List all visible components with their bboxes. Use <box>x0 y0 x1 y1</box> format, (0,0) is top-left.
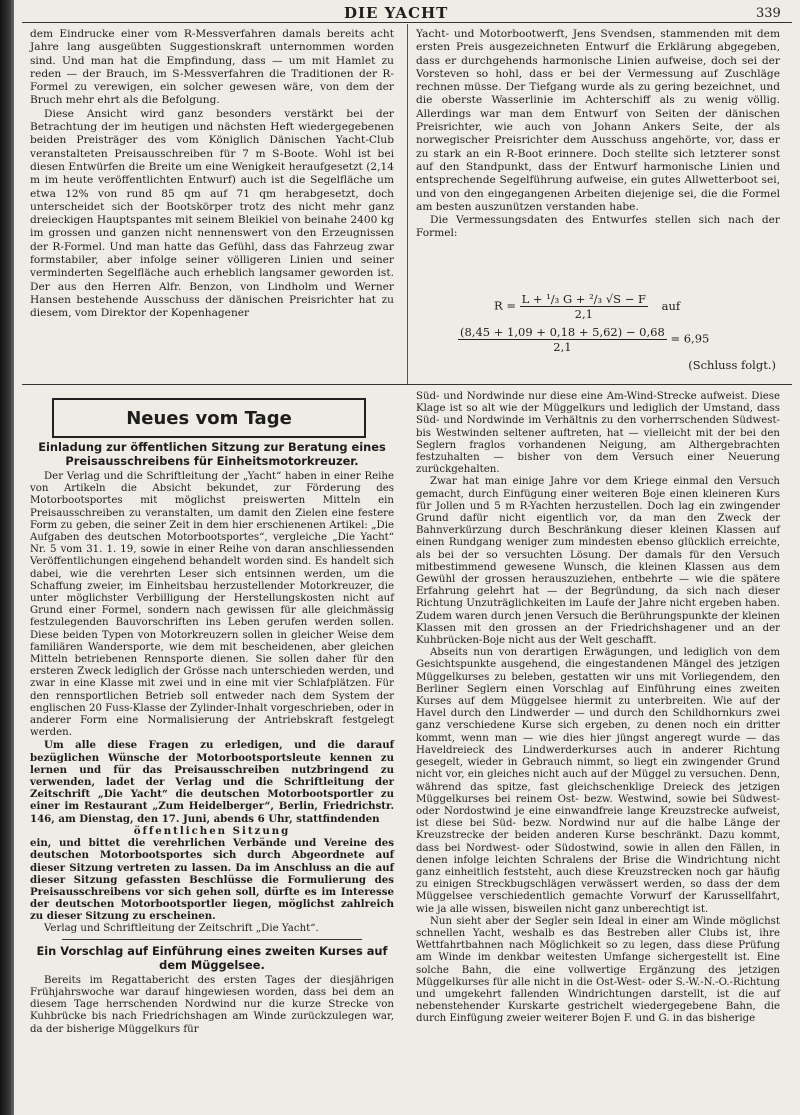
formula-result: = 6,95 <box>670 331 710 346</box>
formula-lhs: R = <box>494 298 516 313</box>
section-title-box <box>52 398 366 438</box>
header-rule <box>22 22 792 23</box>
paragraph: Yacht- und Motorbootwerft, Jens Svendsen, stammenden mit dem ersten Preis ausgezeichneten Entwurf die Erklärung abgegeben, dass er durchgehends harmonische Linien aufweise, doch sei der Vorsteven so hohl, dass er bei der Vermessung auf Zuschläge rechnen müsse. Der Tiefgang wurde als zu gering bezeichnet, und die oberste Wasserlinie im Achterschiff als zu wenig völlig. Allerdings war man dem Entwurf von Seiten der dänischen Preisrichter, wie auch von Johann Ankers Seite, der als norwegischer Preisrichter dem Ausschuss angehörte, vor, dass er zu stark an ein R-Boot erinnere. Doch stellte sich letzterer sonst auf den Standpunkt, dass der Entwurf harmonische Linien und entsprechende Segelführung aufweise, ein gutes Allwetterboot sei, und von den eingegangenen Arbeiten diejenige sei, die die Formel am besten auszunützen verstanden habe. <box>416 28 780 213</box>
to-be-continued: (Schluss folgt.) <box>688 358 776 372</box>
top-left-column <box>30 28 394 321</box>
paragraph: Abseits nun von derartigen Erwägungen, und lediglich von dem Gesichtspunkte ausgehend, die eingestandenen Mängel des jetzigen Müggelkurses zu beleben, gestatten wir uns mit Vorliegendem, den Berliner Seglern einen Vorschlag auf Einführung eines zweiten Kurses auf dem Müggelsee hiermit zu unterbreiten. Wie auf der Havel durch den Lindwerder — und durch den Schildhornkurs zwei ganz verschiedene Kurse sich ergeben, zu denen noch ein dritter kommt, wenn man — wie dies hier jüngst angeregt wurde — das Haveldreieck des Lindwerderkurses auch in anderer Richtung gesegelt, wieder in Gebrauch nimmt, so liegt ein zwingender Grund nicht vor, ein gleiches nicht auch auf der Müggel zu versuchen. Denn, während das spitze, fast gleichschenklige Dreieck des jetzigen Müggelkurses bei reinem Ost- bezw. Westwind, sowie bei Südwest- oder Nordostwind je eine einwandfreie lange Kreuzstrecke aufweist, ist diese bei Süd- bezw. Nordwind nur auf die halbe Länge der Kreuzstrecke der beiden anderen Kurse beschränkt. Dazu kommt, dass bei Nordwest- oder Südostwind, sowie in allen den Fällen, in denen infolge leichten Schralens der Brise die Windrichtung nicht ganz einheitlich feststeht, auch diese Kreuzstrecken noch gar häufig zu einigen Streckbugschlägen verwässert werden, so dass der dem Müggelsee verschiedentlich gemachte Vorwurf der Karussellfahrt, wie ja alle wissen, bisweilen nicht ganz unberechtigt ist. <box>416 647 780 915</box>
running-title: DIE YACHT <box>344 4 449 22</box>
paragraph: Süd- und Nordwinde nur diese eine Am-Wind-Strecke aufweist. Diese Klage ist so alt wie der Müggelkurs und lediglich der Umstand, dass Süd- und Nordwinde im Verhältnis zu den vorherrschenden Südwest- bis Westwinden seltener auftreten, hat — vielleicht mit der bei den Seglern fraglos vorhandenen Neigung, am Althergebrachten festzuhalten — bisher von dem Versuch einer Neuerung zurückgehalten. <box>416 391 780 476</box>
top-right-column <box>416 28 780 241</box>
paragraph: Der Verlag und die Schriftleitung der „Yacht“ haben in einer Reihe von Artikeln die Absicht bekundet, zur Förderung des Motorbootsportes mit möglichst preiswerten Mitteln ein Preisausschreiben zu veranstalten, um damit den Zielen eine festere Form zu geben, die seiner Zeit in dem hier erschienenen Artikel: „Die Aufgaben des deutschen Motorbootsportes“, vergleiche „Die Yacht“ Nr. 5 vom 31. 1. 19, sowie in einer Reihe von daran anschliessenden Veröffentlichungen eingehend behandelt worden sind. Es handelt sich dabei, wie die verehrten Leser sich entsinnen werden, um die Schaffung zweier, im Einheitsbau herzustellender Motorkreuzer, die unter möglichster Verbilligung der Herstellungskosten nicht auf Grund einer Formel, sondern nach gewissen für alle gleichmässig festzulegenden Bauvorschriften ins Leben gerufen werden sollen. Diese beiden Typen von Motorkreuzern sollen in gleicher Weise dem familiären Wandersporte, wie dem mit bescheidenen, aber gleichen Mitteln betriebenen Rennsporte dienen. Sie sollen daher für den ersteren Zweck lediglich der Grösse nach unterschieden werden, und zwar in eine Klasse mit zwei und in eine mit vier Schlafplätzen. Für den rennsportlichen Betrieb soll entweder nach dem System der englischen 20 Fuss-Klasse der Zylinder-Inhalt vorgeschrieben, oder in anderer Form eine Normalisierung der Antriebskraft festgelegt werden. <box>30 471 394 739</box>
meeting-heading: öffentlichen Sitzung <box>133 824 291 837</box>
paragraph: dem Eindrucke einer vom R-Messverfahren damals bereits acht Jahre lang ausgeübten Suggestionskraft unternommen worden sind. Und man hat die Empfindung, dass — um mit Hamlet zu reden — der Brauch, im S-Messverfahren die Traditionen der R-Formel zu verewigen, ein solcher gewesen wäre, von dem der Bruch mehr ehrt als die Befolgung. <box>30 28 394 107</box>
paragraph: Diese Ansicht wird ganz besonders verstärkt bei der Betrachtung der im heutigen und nächsten Heft wiedergegebenen beiden Preisträger des vom Königlich Dänischen Yacht-Club veranstalteten Preisausschreiben für 7 m S-Boote. Wohl ist bei diesen Entwürfen die Breite um eine Wenigkeit heraufgesetzt (2,14 m im heute veröffentlichten Entwurf) auch ist die Segelfläche um etwa 12% von rund 85 qm auf 71 qm herabgesetzt, doch unterscheidet sich der Bootskörper trotz des nicht mehr ganz dreieckigen Hauptspantes mit seinem Bleikiel von beinahe 2400 kg im grossen und ganzen nicht nennenswert von den Erzeugnissen der R-Formel. Und man hatte das Gefühl, dass das Fahrzeug zwar formstabiler, aber infolge seiner völligeren Linien und seiner verminderten Segelfläche auch erheblich langsamer geworden ist. Der aus den Herren Alfr. Benzon, von Lindholm und Werner Hansen bestehende Ausschuss der dänischen Preisrichter hat zu diesem, vom Direktor der Kopenhagener <box>30 107 394 320</box>
formula-values-denominator: 2,1 <box>553 340 572 354</box>
bottom-left-column <box>30 438 394 1036</box>
section-rule <box>22 384 792 385</box>
paragraph: Um alle diese Fragen zu erledigen, und die darauf bezüglichen Wünsche der Motorbootsportsleute kennen zu lernen und für das Preisausschreiben nutzbringend zu verwenden, ladet der Verlag und die Schriftleitung der Zeitschrift „Die Yacht“ die deutschen Motorbootsportler zu einer im Restaurant „Zum Heidelberger“, Berlin, Friedrichstr. 146, am Dienstag, den 17. Juni, abends 6 Uhr, stattfindenden <box>30 739 394 825</box>
signature-line: Verlag und Schriftleitung der Zeitschrift „Die Yacht“. <box>44 922 319 934</box>
formula-fraction <box>520 292 648 321</box>
article-heading: Einladung zur öffentlichen Sitzung zur Beratung eines Preisausschreibens für Einheitsmotorkreuzer. <box>38 440 386 468</box>
section-title: Neues vom Tage <box>126 407 292 429</box>
column-divider <box>407 24 408 384</box>
paragraph: Zwar hat man einige Jahre vor dem Kriege einmal den Versuch gemacht, durch Einfügung einer weiteren Boje einen kleineren Kurs für Jollen und 5 m R-Yachten herzustellen. Doch lag ein zwingender Grund dafür nicht eigentlich vor, da man den Zweck der Bahnverkürzung durch Beschränkung dieser kleinen Klassen auf einen Rundgang weniger zum mindesten ebenso glücklich erreichte, als bei der so versuchten Lösung. Der damals für den Versuch mitbestimmend gewesene Wunsch, die kleinen Klassen aus dem Gewühl der grossen herauszuziehen, entbehrte — wie die spätere Erfahrung gelehrt hat — der Begründung, da sich nach dieser Richtung Unzuträglichkeiten im Laufe der Jahre nicht ergeben haben. Zudem waren durch jenen Versuch die Berührungspunkte der kleinen Klassen mit den grossen an der Friedrichshagener und an der Kuhbrücken-Boje nicht aus der Welt geschafft. <box>416 476 780 647</box>
page-number: 339 <box>756 6 781 21</box>
article-separator <box>62 939 362 940</box>
formula-values-numerator: (8,45 + 1,09 + 0,18 + 5,62) − 0,68 <box>460 325 665 339</box>
magazine-page <box>14 0 800 1115</box>
formula-block <box>434 292 784 372</box>
formula-numerator: L + ¹/₃ G + ²/₃ √S − F <box>521 292 646 306</box>
article-heading: Ein Vorschlag auf Einführung eines zweiten Kurses auf dem Müggelsee. <box>36 943 388 972</box>
formula-auf: auf <box>661 298 681 313</box>
paragraph: Nun sieht aber der Segler sein Ideal in einer am Winde möglichst schnellen Yacht, weshalb es das Bestreben aller Clubs ist, ihre Wettfahrtbahnen nach Möglichkeit so zu legen, dass diese Prüfung am Winde im denkbar weitesten Umfange sichergestellt ist. Eine solche Bahn, die eine vollwertige Ergänzung des jetzigen Müggelkurses für alle nicht in die Ost-West- oder S.-W.-N.-O.-Richtung und umgekehrt fallenden Windrichtungen darstellt, ist die auf nebenstehender Kurskarte gestrichelt wiedergegebene Bahn, die durch Einfügung zweier weiterer Bojen F. und G. in das bisherige <box>416 915 780 1025</box>
paragraph: Die Vermessungsdaten des Entwurfes stellen sich nach der Formel: <box>416 214 780 240</box>
formula-denominator: 2,1 <box>574 307 593 321</box>
paragraph: Bereits im Regattabericht des ersten Tages der diesjährigen Frühjahrswoche war darauf hingewiesen worden, dass bei dem an diesem Tage herrschenden Nordwind nur die kurze Strecke von Kuhbrücke bis nach Friedrichshagen am Winde zurückzulegen war, da der bisherige Müggelkurs für <box>30 974 394 1035</box>
book-binding <box>0 0 14 1115</box>
formula-fraction-values <box>458 325 667 354</box>
bottom-right-column <box>416 391 780 1026</box>
paragraph: ein, und bittet die verehrlichen Verbände und Vereine des deutschen Motorbootsportes sich durch Abgeordnete auf dieser Sitzung vertreten zu lassen. Da im Anschluss an die auf dieser Sitzung gefassten Beschlüsse die Formulierung des Preisausschreibens vor sich gehen soll, dürfte es im Interesse der deutschen Motorbootsportler liegen, möglichst zahlreich zu dieser Sitzung zu erscheinen. <box>30 837 394 923</box>
